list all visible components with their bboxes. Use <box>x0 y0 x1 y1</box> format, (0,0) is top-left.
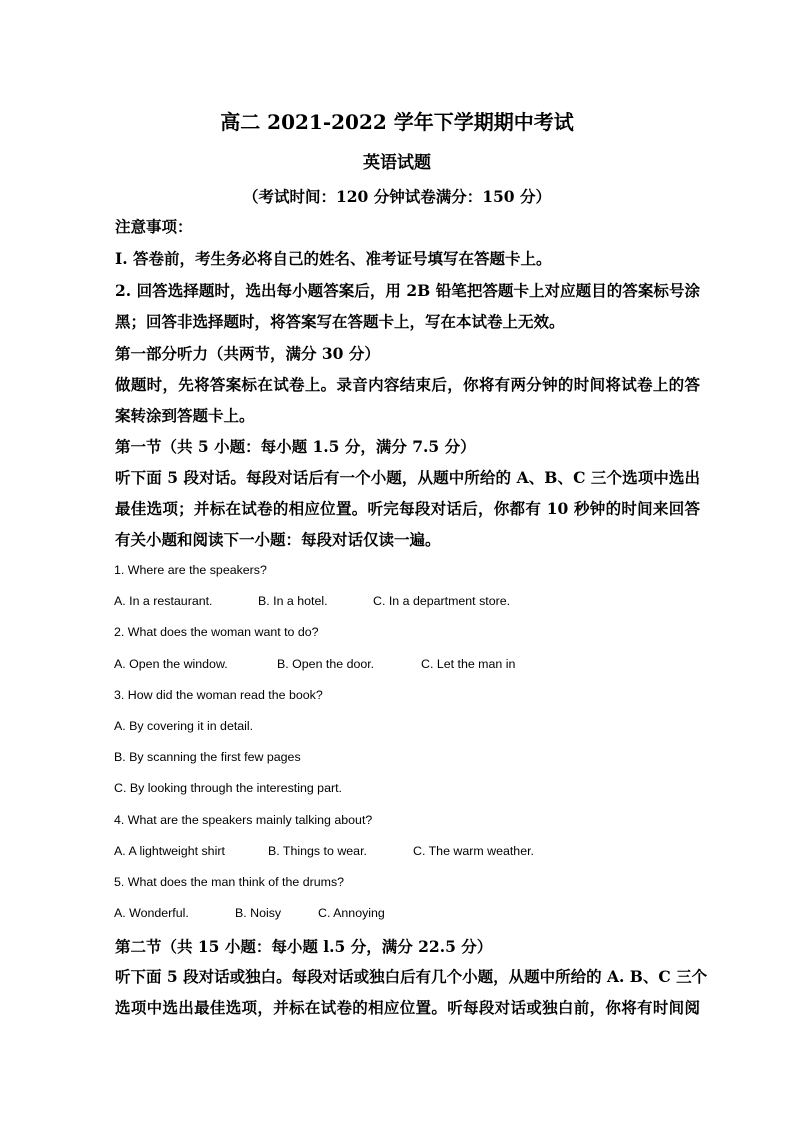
question-4-option-b: B. Things to wear. <box>268 844 367 858</box>
question-3-option-a: A. By covering it in detail. <box>114 719 254 733</box>
section1-instruction-line-3: 有关小题和阅读下一小题：每段对话仅读一遍。 <box>115 530 441 549</box>
section2-heading: 第二节（共 15 小题：每小题 l.5 分，满分 22.5 分） <box>115 937 493 956</box>
part1-intro-line-2: 案转涂到答题卡上。 <box>115 406 255 425</box>
question-1-stem: 1. Where are the speakers? <box>114 563 267 577</box>
notes-item-2-line-2: 黑；回答非选择题时，将答案写在答题卡上，写在本试卷上无效。 <box>115 312 565 331</box>
section2-instruction-line-2: 选项中选出最佳选项，并标在试卷的相应位置。听每段对话或独白前，你将有时间阅 <box>115 998 700 1017</box>
question-1-option-a: A. In a restaurant. <box>114 594 213 608</box>
question-4-stem: 4. What are the speakers mainly talking about? <box>114 813 373 827</box>
question-5-option-a: A. Wonderful. <box>114 906 189 920</box>
question-4-option-a: A. A lightweight shirt <box>114 844 225 858</box>
section2-instruction-line-1: 听下面 5 段对话或独白。每段对话或独白后有几个小题，从题中所给的 A. B、C 三个 <box>115 967 708 986</box>
question-5-stem: 5. What does the man think of the drums? <box>114 875 345 889</box>
section1-heading: 第一节（共 5 小题：每小题 1.5 分，满分 7.5 分） <box>115 437 476 456</box>
question-1-option-b: B. In a hotel. <box>258 594 328 608</box>
exam-subject: 英语试题 <box>363 153 431 173</box>
question-2-option-a: A. Open the window. <box>114 657 228 671</box>
question-5-option-c: C. Annoying <box>318 906 385 920</box>
exam-time-info: （考试时间：120 分钟试卷满分：150 分） <box>242 187 551 206</box>
notes-item-2-line-1: 2. 回答选择题时，选出每小题答案后，用 2B 铅笔把答题卡上对应题目的答案标号涂 <box>115 281 700 300</box>
question-3-stem: 3. How did the woman read the book? <box>114 688 323 702</box>
part1-heading: 第一部分听力（共两节，满分 30 分） <box>115 344 380 363</box>
section1-instruction-line-2: 最佳选项；并标在试卷的相应位置。听完每段对话后，你都有 10 秒钟的时间来回答 <box>115 499 700 518</box>
notes-item-1: I. 答卷前，考生务必将自己的姓名、准考证号填写在答题卡上。 <box>115 249 552 268</box>
question-2-option-b: B. Open the door. <box>277 657 375 671</box>
question-1-option-c: C. In a department store. <box>373 594 511 608</box>
question-3-option-c: C. By looking through the interesting part. <box>114 781 342 795</box>
question-4-option-c: C. The warm weather. <box>413 844 534 858</box>
notes-heading: 注意事项： <box>115 217 193 236</box>
question-5-option-b: B. Noisy <box>235 906 282 920</box>
question-2-stem: 2. What does the woman want to do? <box>114 625 319 639</box>
exam-title: 高二 2021-2022 学年下学期期中考试 <box>220 110 574 134</box>
question-3-option-b: B. By scanning the first few pages <box>114 750 301 764</box>
question-2-option-c: C. Let the man in <box>421 657 516 671</box>
section1-instruction-line-1: 听下面 5 段对话。每段对话后有一个小题，从题中所给的 A、B、C 三个选项中选出 <box>115 468 700 487</box>
part1-intro-line-1: 做题时，先将答案标在试卷上。录音内容结束后，你将有两分钟的时间将试卷上的答 <box>115 375 700 394</box>
